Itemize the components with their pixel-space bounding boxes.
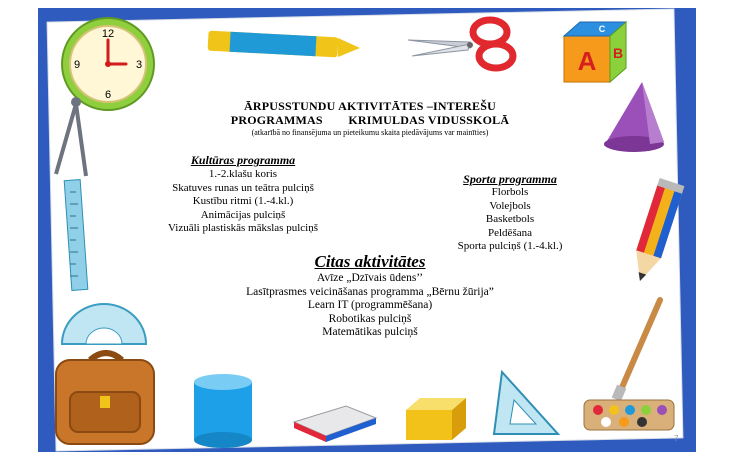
page-number: 7 (674, 434, 679, 443)
list-item: Learn IT (programmēšana) (307, 299, 433, 312)
paint-palette-icon (580, 296, 680, 436)
list-item: Lasītprasmes veicināšanas programma „Bērnu žūrija” (246, 285, 494, 298)
culture-heading: Kultūras programma (190, 153, 296, 167)
crayon-icon (208, 30, 368, 70)
clock-numeral-12: 12 (101, 28, 115, 40)
title-line-2: PROGRAMMAS KRIMULDAS VIDUSSKOLĀ (230, 113, 510, 127)
other-activities-section (225, 251, 515, 340)
sport-heading: Sporta programma (463, 172, 557, 186)
sport-program-section (430, 172, 590, 254)
list-item: Sporta pulciņš (1.-4.kl.) (457, 240, 563, 253)
backpack-icon (46, 350, 166, 450)
list-item: Matemātikas pulciņš (322, 326, 418, 339)
clock-numeral-3: 3 (135, 59, 143, 71)
scissors-icon (408, 12, 520, 72)
culture-program-section (138, 153, 348, 236)
list-item: Robotikas pulciņš (328, 312, 412, 325)
block-letter-c: C (598, 24, 606, 34)
list-item: 1.-2.klašu koris (208, 168, 278, 180)
list-item: Animācijas pulciņš (200, 208, 286, 221)
list-item: Peldēšana (488, 226, 532, 239)
protractor-icon (60, 300, 150, 350)
drawing-compass-icon (46, 96, 94, 186)
clock-numeral-6: 6 (104, 89, 112, 101)
list-item: Avīze „Dzīvais ūdens’’ (316, 272, 424, 284)
cylinder-icon (190, 372, 260, 452)
set-square-icon (492, 368, 562, 438)
clock-numeral-9: 9 (73, 59, 81, 71)
block-letter-a: A (577, 46, 597, 76)
list-item: Florbols (491, 186, 529, 198)
title-line-1: ĀRPUSSTUNDU AKTIVITĀTES –INTEREŠU (244, 99, 496, 113)
abc-block-icon (560, 20, 640, 90)
other-heading: Citas aktivitātes (314, 252, 426, 271)
list-item: Kustību ritmi (1.-4.kl.) (192, 195, 294, 208)
eraser-icon (290, 400, 380, 444)
cone-icon (598, 82, 668, 162)
pencil-icon (622, 180, 692, 290)
ruler-icon (66, 180, 96, 300)
sport-list (430, 186, 590, 254)
other-list (225, 272, 515, 340)
block-letter-b: B (612, 45, 624, 61)
page-title (160, 99, 580, 127)
cube-icon (402, 396, 472, 446)
page-note: (atkarībā no finansējuma un pieteikumu skaita piedāvājums var mainīties) (251, 128, 489, 137)
list-item: Basketbols (485, 213, 535, 226)
list-item: Vizuāli plastiskās mākslas pulciņš (168, 222, 318, 235)
culture-list (138, 168, 348, 236)
list-item: Skatuves runas un teātra pulciņš (172, 181, 314, 194)
list-item: Volejbols (489, 199, 531, 212)
